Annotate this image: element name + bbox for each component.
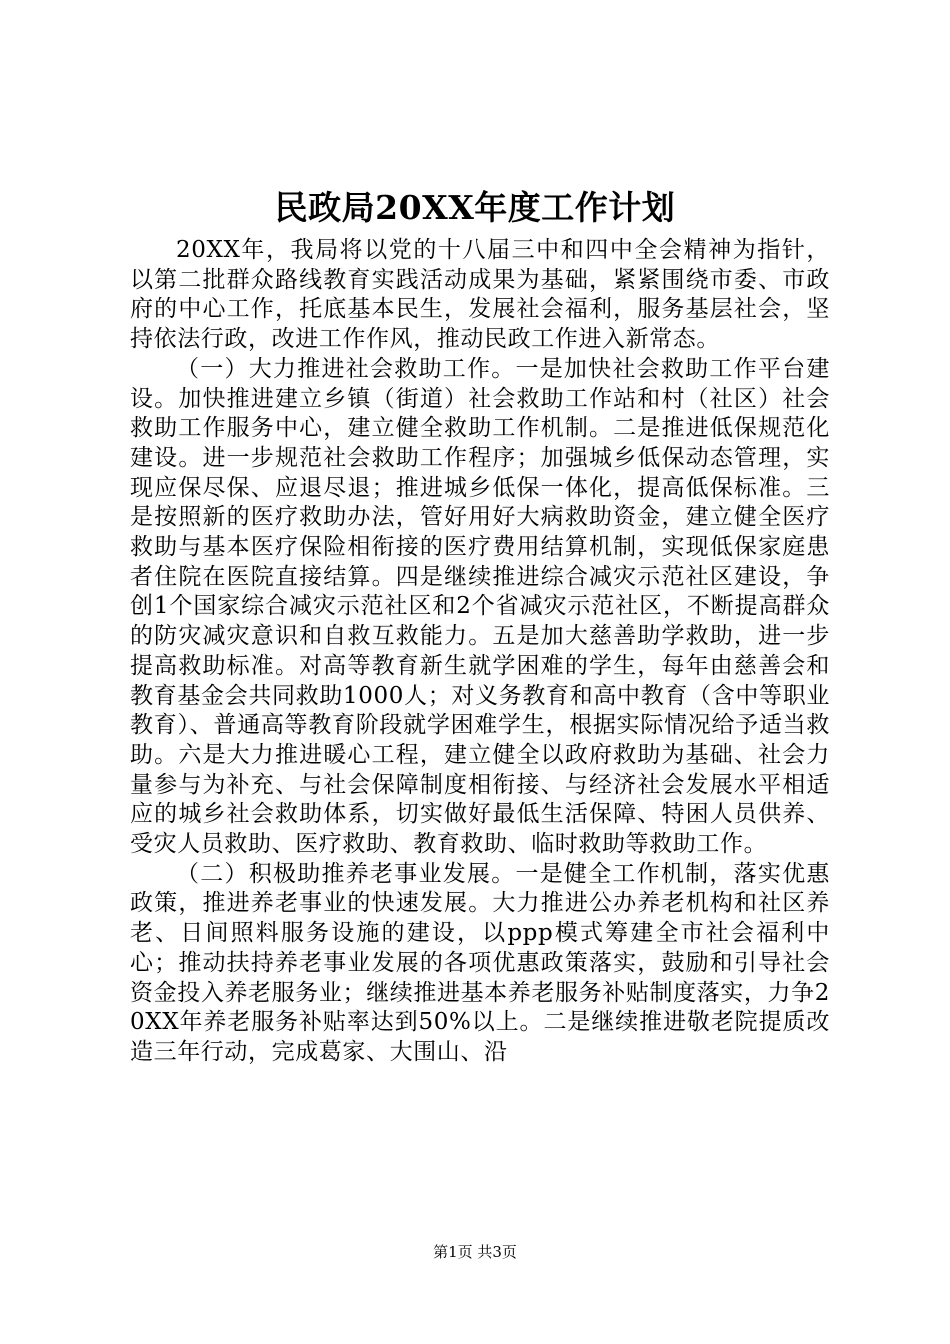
paragraph-social-assistance: （一）大力推进社会救助工作。一是加快社会救助工作平台建设。加快推进建立乡镇（街道）社会救助工作站和村（社区）社会救助工作服务中心，建立健全救助工作机制。二是推进低保规范化建设。进一步规范社会救助工作程序；加强城乡低保动态管理，实现应保尽保、应退尽退；推进城乡低保一体化，提高低保标准。三是按照新的医疗救助办法，管好用好大病救助资金，建立健全医疗救助与基本医疗保险相衔接的医疗费用结算机制，实现低保家庭患者住院在医院直接结算。四是继续推进综合减灾示范社区建设，争创1个国家综合减灾示范社区和2个省减灾示范社区，不断提高群众的防灾减灾意识和自救互救能力。五是加大慈善助学救助，进一步提高救助标准。对高等教育新生就学困难的学生，每年由慈善会和教育基金会共同救助1000人；对义务教育和高中教育（含中等职业教育）、普通高等教育阶段就学困难学生，根据实际情况给予适当救助。六是大力推进暖心工程，建立健全以政府救助为基础、社会力量参与为补充、与社会保障制度相衔接、与经济社会发展水平相适应的城乡社会救助体系，切实做好最低生活保障、特困人员供养、受灾人员救助、医疗救助、教育救助、临时救助等救助工作。 bbox=[130, 355, 830, 858]
document-title: 民政局20XX年度工作计划 bbox=[274, 188, 676, 227]
document-body bbox=[130, 236, 830, 1068]
paragraph-intro: 20XX年，我局将以党的十八届三中和四中全会精神为指针，以第二批群众路线教育实践活动成果为基础，紧紧围绕市委、市政府的中心工作，托底基本民生，发展社会福利，服务基层社会，坚持依法行政，改进工作作风，推动民政工作进入新常态。 bbox=[130, 237, 830, 353]
page-number-footer: 第1页 共3页 bbox=[433, 1243, 517, 1261]
paragraph-elderly-care: （二）积极助推养老事业发展。一是健全工作机制，落实优惠政策，推进养老事业的快速发展。大力推进公办养老机构和社区养老、日间照料服务设施的建设，以ppp模式筹建全市社会福利中心；推动扶持养老事业发展的各项优惠政策落实，鼓励和引导社会资金投入养老服务业；继续推进基本养老服务补贴制度落实，力争20XX年养老服务补贴率达到50%以上。二是继续推进敬老院提质改造三年行动，完成葛家、大围山、沿 bbox=[130, 860, 830, 1065]
